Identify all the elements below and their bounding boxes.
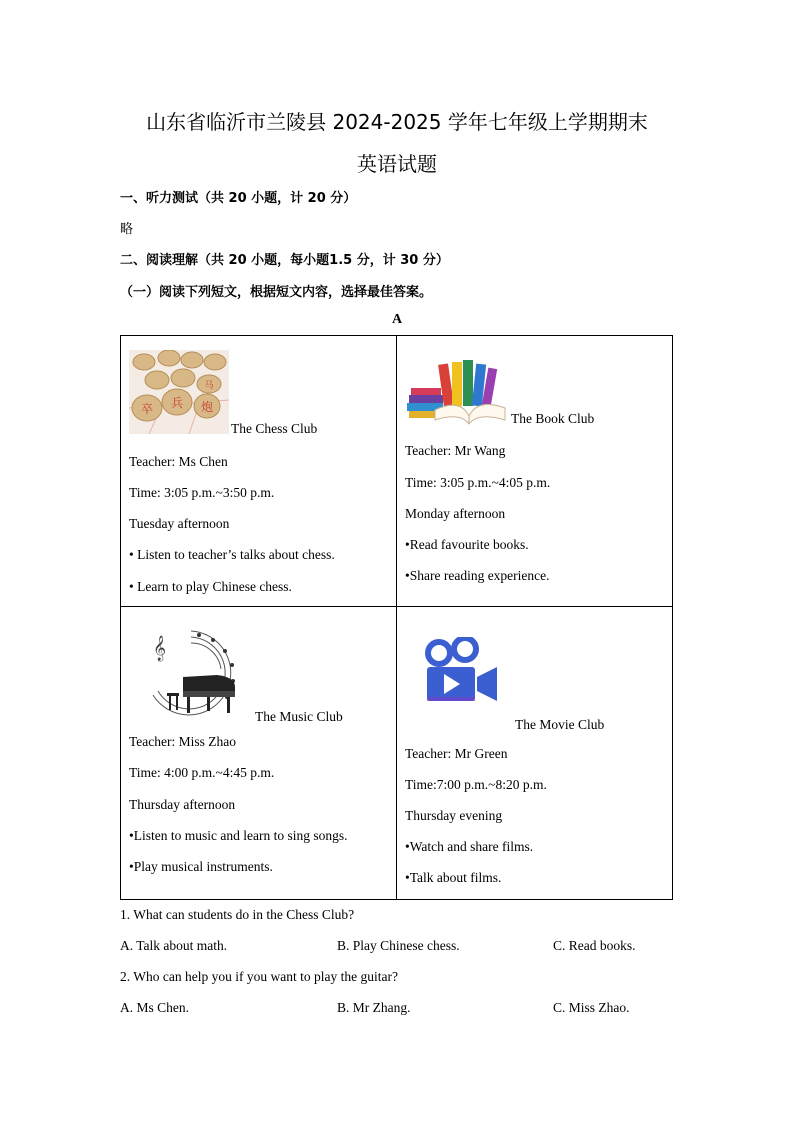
title-line-1: 山东省临沂市兰陵县 2024-2025 学年七年级上学期期末 [146, 110, 648, 134]
section-2-heading: 二、阅读理解（共 20 小题，每小题1.5 分，计 30 分） [120, 253, 449, 268]
chess-club-cell [121, 336, 397, 607]
music-club-cell [121, 607, 397, 900]
music-club-activity-1: •Listen to music and learn to sing songs. [129, 828, 348, 843]
book-club-cell [397, 336, 673, 607]
question-2-option-c: C. Miss Zhao. [553, 1000, 630, 1015]
music-club-time: Time: 4:00 p.m.~4:45 p.m. [129, 765, 275, 780]
question-2-option-a: A. Ms Chen. [120, 1000, 190, 1015]
book-club-name: The Book Club [511, 411, 595, 426]
clubs-table [120, 335, 673, 900]
music-club-name: The Music Club [255, 709, 343, 724]
book-club-activity-1: •Read favourite books. [405, 537, 529, 552]
movie-club-activity-1: •Watch and share films. [405, 839, 534, 854]
svg-text:马: 马 [204, 381, 214, 391]
svg-text:𝄞: 𝄞 [153, 636, 167, 661]
movie-club-name: The Movie Club [515, 717, 605, 732]
music-club-teacher: Teacher: Miss Zhao [129, 734, 237, 749]
book-club-day: Monday afternoon [405, 506, 506, 521]
question-1-option-b: B. Play Chinese chess. [337, 938, 460, 953]
chess-club-time: Time: 3:05 p.m.~3:50 p.m. [129, 485, 275, 500]
movie-club-day: Thursday evening [405, 808, 503, 823]
book-club-teacher: Teacher: Mr Wang [405, 443, 506, 458]
movie-club-activity-2: •Talk about films. [405, 870, 502, 885]
chess-club-activity-2: • Learn to play Chinese chess. [129, 579, 292, 594]
music-club-activity-2: •Play musical instruments. [129, 859, 273, 874]
movie-camera-icon [425, 637, 499, 703]
title-line-2: 英语试题 [357, 152, 437, 176]
section-2-subheading: （一）阅读下列短文，根据短文内容，选择最佳答案。 [120, 285, 433, 300]
passage-label: A [391, 312, 403, 327]
music-club-day: Thursday afternoon [129, 797, 236, 812]
question-2-stem: 2. Who can help you if you want to play the guitar? [120, 969, 398, 984]
question-1-option-c: C. Read books. [553, 938, 636, 953]
chess-club-teacher: Teacher: Ms Chen [129, 454, 228, 469]
movie-club-teacher: Teacher: Mr Green [405, 746, 508, 761]
chess-club-name: The Chess Club [231, 421, 318, 436]
chinese-chess-pieces-icon [129, 350, 229, 434]
movie-club-time: Time:7:00 p.m.~8:20 p.m. [405, 777, 547, 792]
books-icon [405, 358, 511, 426]
chess-club-activity-1: • Listen to teacher’s talks about chess. [129, 547, 335, 562]
piano-icon [139, 625, 243, 721]
book-club-activity-2: •Share reading experience. [405, 568, 550, 583]
section-1-heading: 一、听力测试（共 20 小题，计 20 分） [120, 191, 357, 206]
svg-text:炮: 炮 [200, 400, 214, 414]
question-1-stem: 1. What can students do in the Chess Club? [120, 907, 355, 922]
question-1-option-a: A. Talk about math. [120, 938, 228, 953]
chess-club-day: Tuesday afternoon [129, 516, 230, 531]
svg-text:兵: 兵 [170, 396, 184, 410]
question-2-option-b: B. Mr Zhang. [337, 1000, 411, 1015]
svg-text:卒: 卒 [140, 402, 154, 416]
section-1-note: 略 [120, 222, 134, 237]
book-club-time: Time: 3:05 p.m.~4:05 p.m. [405, 475, 551, 490]
movie-club-cell [397, 607, 673, 900]
